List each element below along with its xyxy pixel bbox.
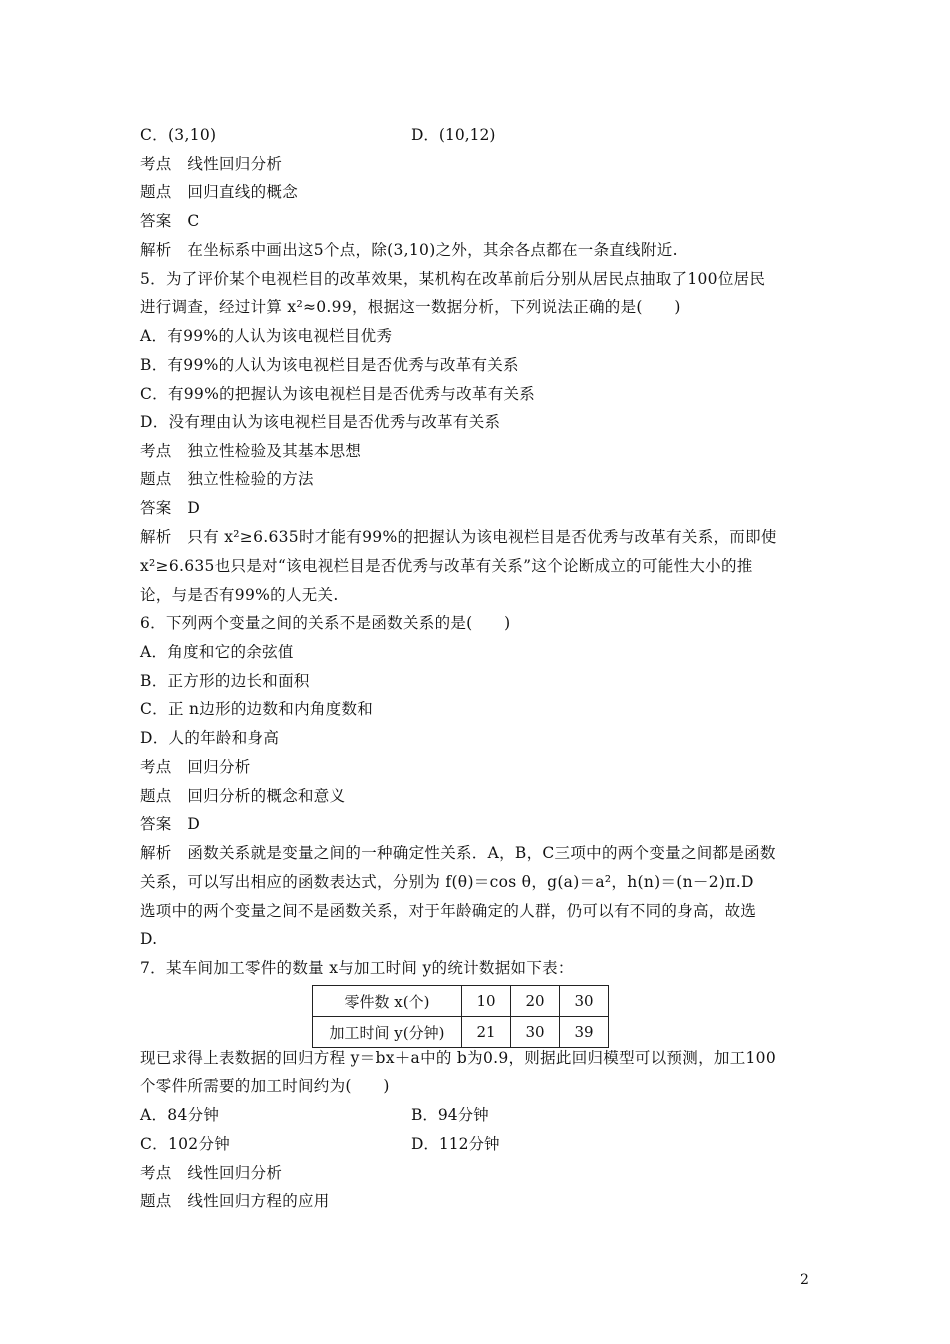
question-5-line2: 进行调查，经过计算 x²≈0.99，根据这一数据分析，下列说法正确的是( ): [140, 298, 681, 316]
analysis-q5-line3: 论，与是否有99%的人无关.: [140, 586, 339, 604]
q6-option-d: D．人的年龄和身高: [140, 729, 280, 747]
question-7: 7．某车间加工零件的数量 x与加工时间 y的统计数据如下表：: [140, 959, 574, 977]
answer-q4: 答案 C: [140, 212, 200, 230]
analysis-q6-line4: D.: [140, 930, 158, 948]
table-cell: 20: [511, 986, 560, 1017]
table-cell: 39: [560, 1017, 609, 1048]
q6-option-a: A．角度和它的余弦值: [140, 643, 294, 661]
tidian-q6: 题点 回归分析的概念和意义: [140, 787, 346, 805]
question-7-cont-line2: 个零件所需要的加工时间约为( ): [140, 1077, 390, 1095]
kaodian-q7: 考点 线性回归分析: [140, 1164, 283, 1182]
kaodian-q4: 考点 线性回归分析: [140, 155, 283, 173]
q7-option-d: D．112分钟: [411, 1135, 500, 1153]
option-d-q4: D．(10,12): [411, 126, 496, 144]
analysis-q6-line3: 选项中的两个变量之间不是函数关系，对于年龄确定的人群，仍可以有不同的身高，故选: [140, 902, 757, 920]
answer-q6: 答案 D: [140, 815, 201, 833]
question-6: 6．下列两个变量之间的关系不是函数关系的是( ): [140, 614, 511, 632]
table-header-cell: 加工时间 y(分钟): [313, 1017, 462, 1048]
q5-option-c: C．有99%的把握认为该电视栏目是否优秀与改革有关系: [140, 385, 536, 403]
data-table: [312, 985, 609, 1048]
q7-option-b: B．94分钟: [411, 1106, 489, 1124]
analysis-q4: 解析 在坐标系中画出这5个点，除(3,10)之外，其余各点都在一条直线附近.: [140, 241, 678, 259]
q7-option-c: C．102分钟: [140, 1135, 231, 1153]
kaodian-q5: 考点 独立性检验及其基本思想: [140, 442, 362, 460]
question-5-line1: 5．为了评价某个电视栏目的改革效果，某机构在改革前后分别从居民点抽取了100位居民: [140, 270, 766, 288]
table-cell: 10: [462, 986, 511, 1017]
analysis-q5-line1: 解析 只有 x²≥6.635时才能有99%的把握认为该电视栏目是否优秀与改革有关系，而即使: [140, 528, 777, 546]
q6-option-b: B．正方形的边长和面积: [140, 672, 310, 690]
table-row: [313, 986, 609, 1017]
table-cell: 30: [560, 986, 609, 1017]
q5-option-a: A．有99%的人认为该电视栏目优秀: [140, 327, 393, 345]
table-row: [313, 1017, 609, 1048]
tidian-q5: 题点 独立性检验的方法: [140, 470, 314, 488]
analysis-q5-line2: x²≥6.635也只是对“该电视栏目是否优秀与改革有关系”这个论断成立的可能性大小的推: [140, 557, 753, 575]
answer-q5: 答案 D: [140, 499, 201, 517]
table-cell: 30: [511, 1017, 560, 1048]
analysis-q6-line2: 关系，可以写出相应的函数表达式，分别为 f(θ)＝cos θ，g(a)＝a²，h(n)＝(n－2)π.D: [140, 873, 754, 891]
q6-option-c: C．正 n边形的边数和内角度数和: [140, 700, 374, 718]
tidian-q7: 题点 线性回归方程的应用: [140, 1192, 330, 1210]
question-7-cont-line1: 现已求得上表数据的回归方程 y＝bx＋a中的 b为0.9，则据此回归模型可以预测，加工100: [140, 1049, 776, 1067]
page-number: 2: [800, 1272, 809, 1288]
q5-option-d: D．没有理由认为该电视栏目是否优秀与改革有关系: [140, 413, 501, 431]
table-cell: 21: [462, 1017, 511, 1048]
tidian-q4: 题点 回归直线的概念: [140, 183, 299, 201]
analysis-q6-line1: 解析 函数关系就是变量之间的一种确定性关系．A，B，C三项中的两个变量之间都是函数: [140, 844, 776, 862]
q7-option-a: A．84分钟: [140, 1106, 220, 1124]
table-header-cell: 零件数 x(个): [313, 986, 462, 1017]
q5-option-b: B．有99%的人认为该电视栏目是否优秀与改革有关系: [140, 356, 519, 374]
kaodian-q6: 考点 回归分析: [140, 758, 251, 776]
option-c-q4: C．(3,10): [140, 126, 217, 144]
